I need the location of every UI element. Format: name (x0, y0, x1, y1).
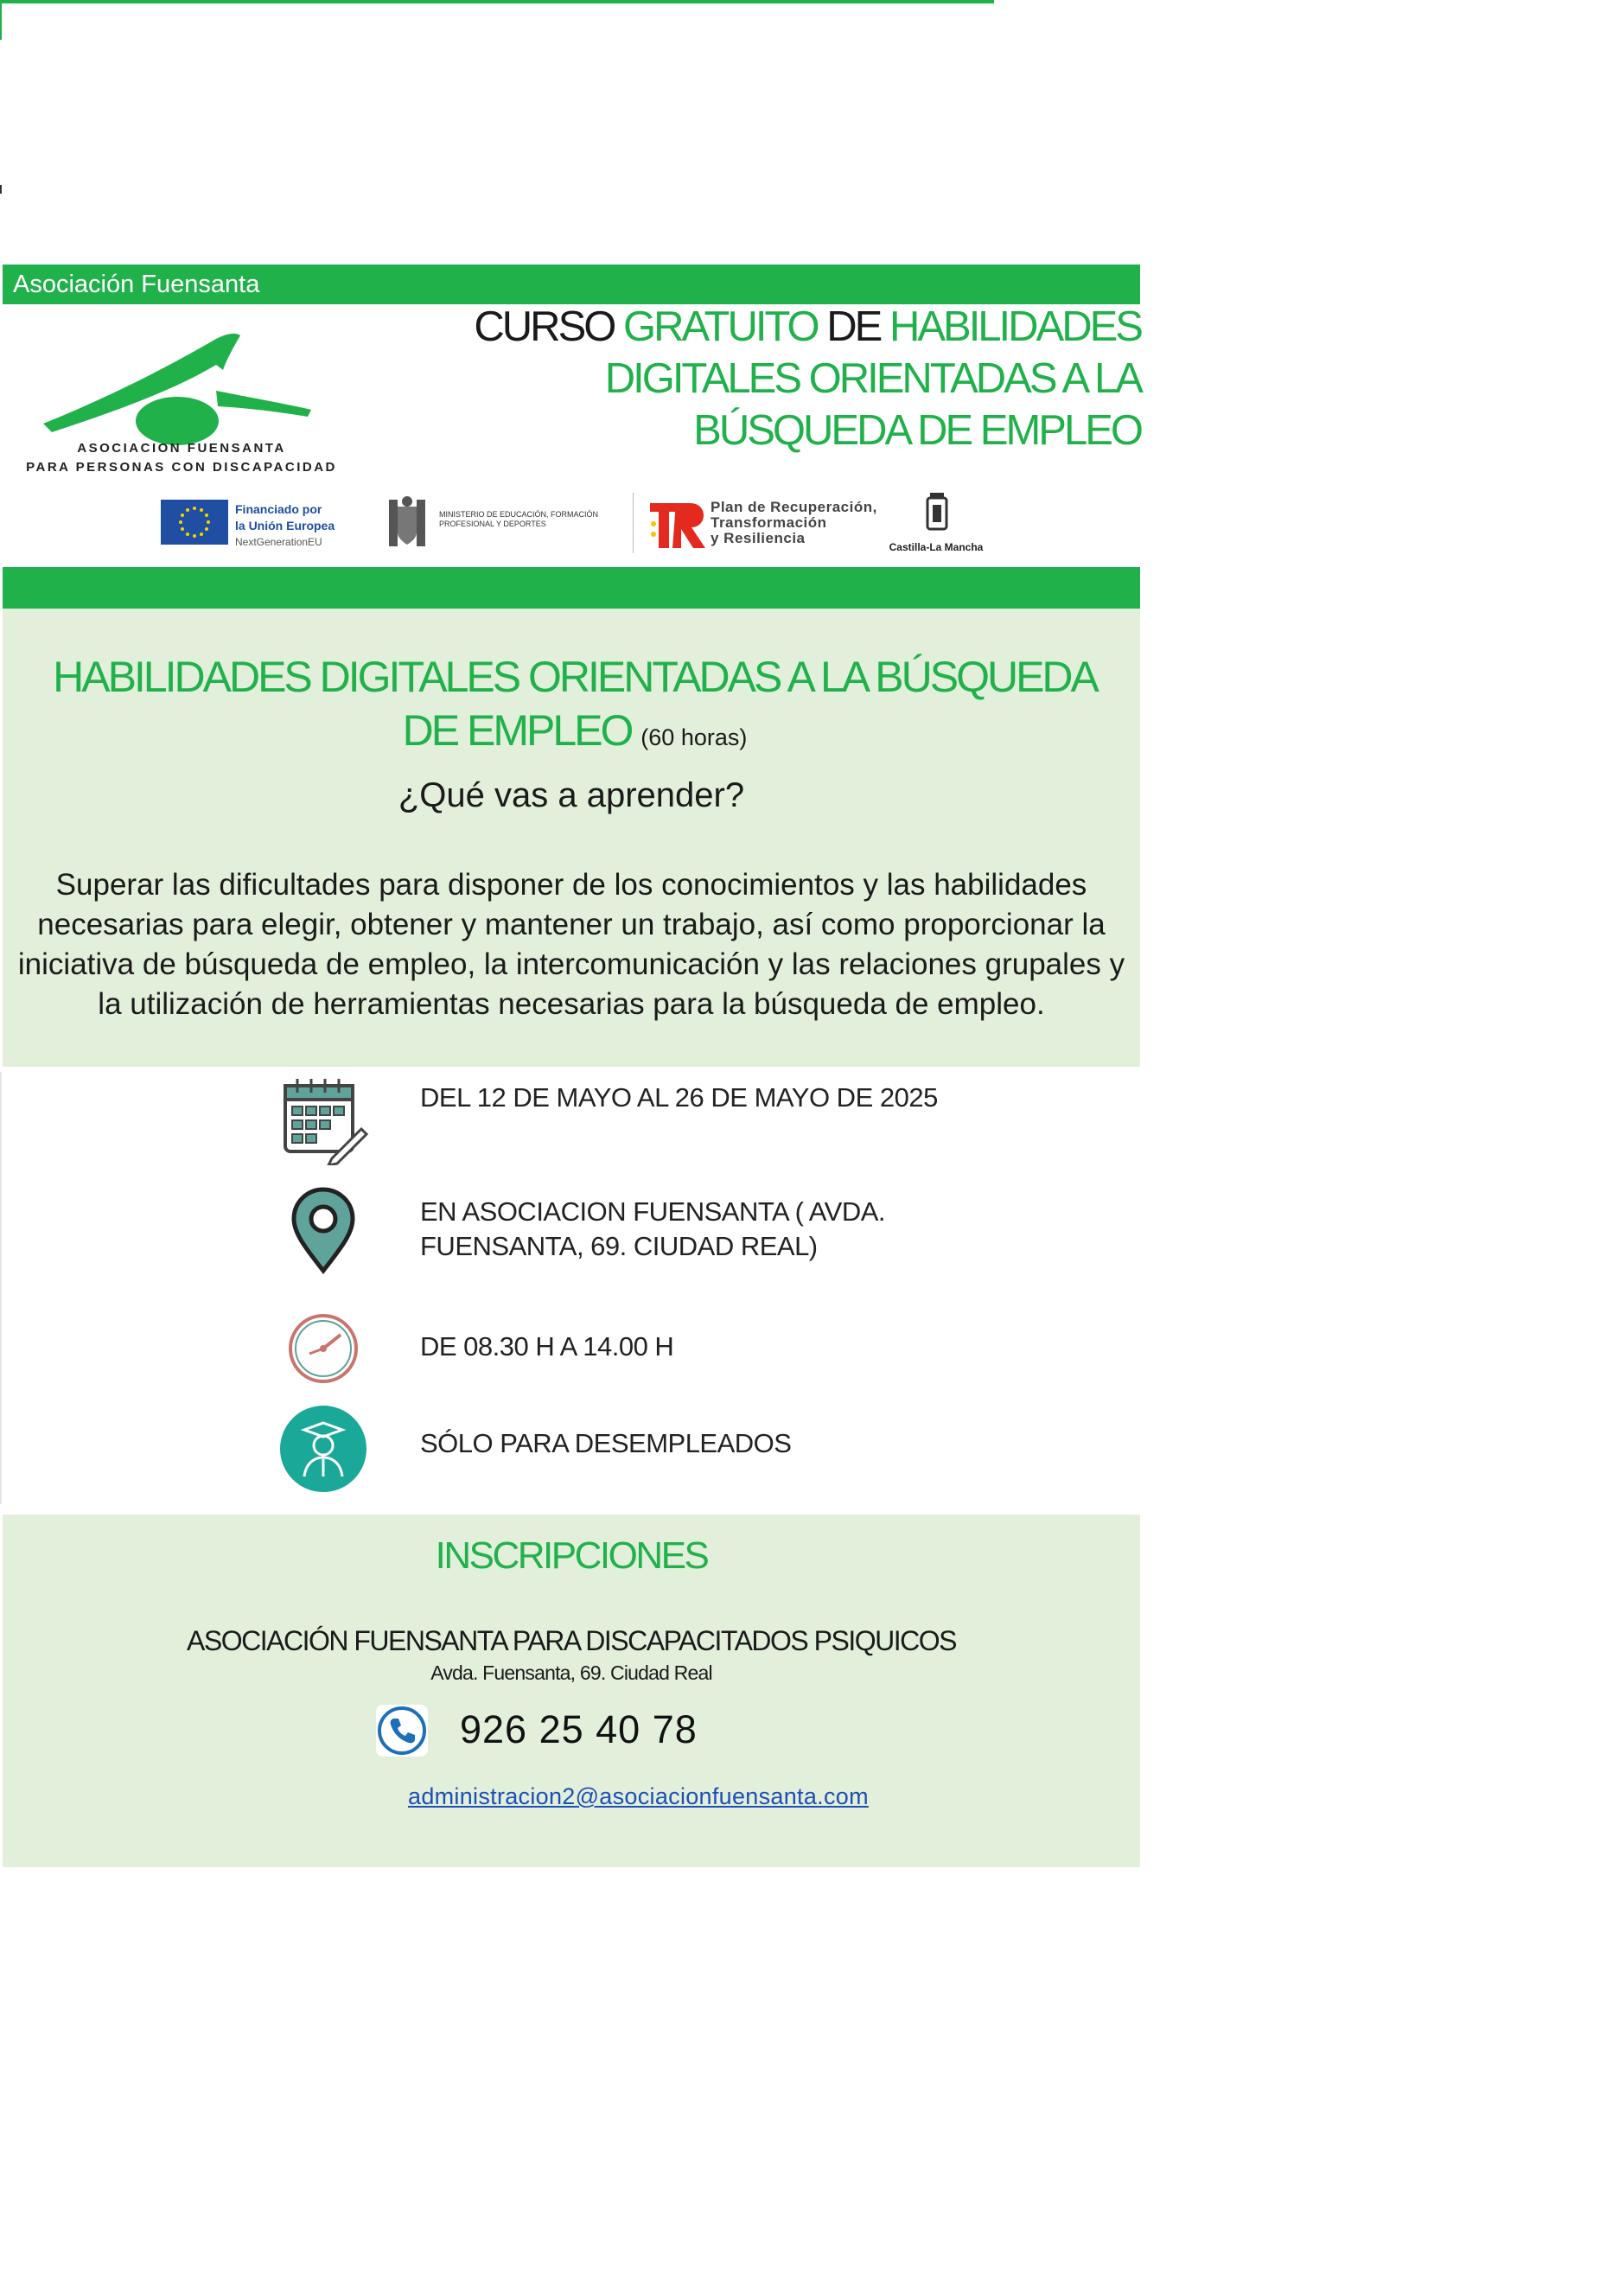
eu-line-2: la Unión Europea (235, 519, 335, 533)
region-text: Castilla-La Mancha (889, 541, 984, 553)
eu-line-1: Financiado por (235, 502, 322, 516)
fuensanta-logo (0, 322, 363, 482)
plan-line-1: Plan de Recuperación, (711, 499, 877, 515)
plan-line-3: y Resiliencia (711, 530, 806, 546)
schedule-text: DE 08.30 H A 14.00 H (420, 1331, 674, 1362)
ministry-text: MINISTERIO DE EDUCACIÓN, FORMACIÓN PROFESIONAL Y DEPORTES (439, 510, 599, 528)
course-description: Superar las dificultades para disponer de los conocimientos y las habilidades necesarias para elegir, obtener y mantener un trabajo, así como proporcionar la iniciativa de búsqueda de empleo, la intercomunicación y las relaciones grupales y la utilización de herramientas necesarias para la búsqueda de empleo. (17, 868, 1125, 1021)
title-line-2: DIGITALES ORIENTADAS A LA (604, 355, 1141, 402)
calendar-icon (278, 1075, 368, 1165)
course-title (415, 301, 1141, 456)
eu-flag-icon (161, 500, 228, 545)
course-title-text: HABILIDADES DIGITALES ORIENTADAS A LA BÚSQUEDA DE EMPLEO (53, 653, 1097, 755)
plan-recuperacion-text (711, 500, 877, 546)
top-border-line (0, 0, 994, 3)
details-left-border (0, 1072, 2, 1504)
organization-name: ASOCIACIÓN FUENSANTA PARA DISCAPACITADOS PSIQUICOS (187, 1625, 956, 1656)
title-word-habilidades: HABILIDADES (889, 303, 1141, 350)
location-text: EN ASOCIACION FUENSANTA ( AVDA. FUENSANTA, 69. CIUDAD REAL) (420, 1196, 886, 1261)
course-main-title (26, 650, 1124, 764)
plan-line-2: Transformación (711, 514, 827, 531)
logo-subtitle: PARA PERSONAS CON DISCAPACIDAD (26, 460, 337, 475)
title-word-de: DE (826, 303, 889, 350)
title-word-gratuito: GRATUITO (622, 303, 827, 350)
plan-recuperacion-logo-icon (647, 500, 709, 552)
email-link[interactable]: administracion2@asociacionfuensanta.com (408, 1783, 869, 1809)
eu-line-3: NextGenerationEU (235, 536, 322, 548)
course-hours: (60 horas) (640, 724, 748, 750)
header-bar-text: Asociación Fuensanta (13, 271, 260, 298)
side-mark (0, 185, 2, 194)
funders-strip (156, 491, 1003, 560)
learn-question: ¿Qué vas a aprender? (398, 776, 745, 814)
spain-coat-of-arms-icon (382, 494, 432, 552)
logo-name: ASOCIACION FUENSANTA (77, 441, 286, 456)
green-band (3, 567, 1140, 609)
title-word-curso: CURSO (474, 303, 623, 350)
registration-title: INSCRIPCIONES (435, 1534, 708, 1577)
audience-text: SÓLO PARA DESEMPLEADOS (420, 1428, 792, 1458)
eu-funding-text (235, 501, 335, 551)
clock-icon (278, 1304, 368, 1394)
funders-divider (633, 493, 634, 553)
title-line-3: BÚSQUEDA DE EMPLEO (693, 407, 1141, 454)
organization-address: Avda. Fuensanta, 69. Ciudad Real (430, 1661, 712, 1684)
dates-text: DEL 12 DE MAYO AL 26 DE MAYO DE 2025 (420, 1082, 938, 1113)
graduate-icon (278, 1404, 368, 1494)
top-border-tick (0, 0, 2, 40)
phone-icon (374, 1703, 430, 1758)
phone-number[interactable]: 926 25 40 78 (460, 1707, 698, 1751)
location-pin-icon (278, 1186, 368, 1276)
